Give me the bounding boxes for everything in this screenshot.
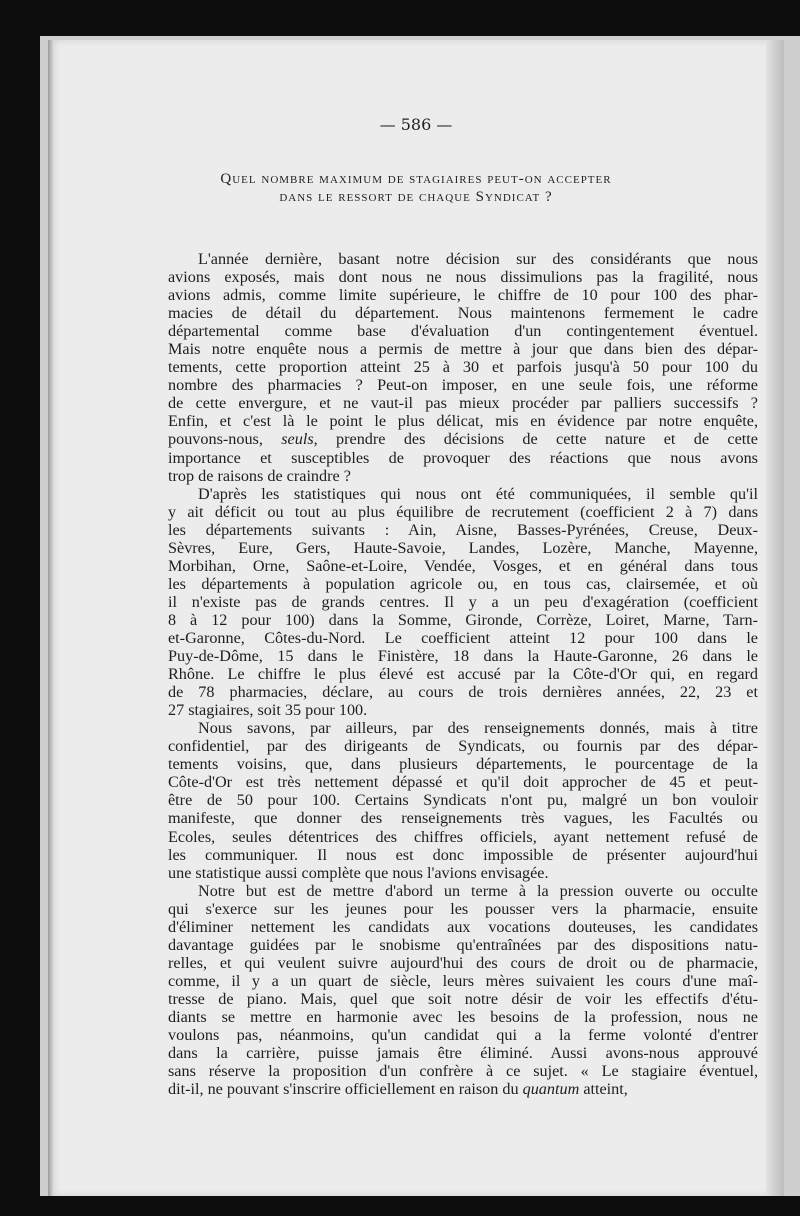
text-line: tresse de piano. Mais, quel que soit notre désir de voir les effectifs d'étu- <box>168 989 758 1008</box>
text-line: de 78 pharmacies, déclare, au cours de trois dernières années, 22, 23 et <box>168 683 758 702</box>
text-line: avions exposés, mais dont nous ne nous dissimulions pas la fragilité, nous <box>168 268 758 287</box>
text-line: comme, il y a un quart de siècle, leurs mères suivaient les cours d'une maî- <box>168 971 758 990</box>
text-line: D'après les statistiques qui nous ont été communiquées, il semble qu'il <box>198 484 758 503</box>
text-line: diants se mettre en harmonie avec les besoins de la profession, nous ne <box>168 1007 758 1026</box>
text-line: voulons pas, néanmoins, qu'un candidat qui a la ferme volonté d'entrer <box>168 1026 758 1045</box>
text-line: avions admis, comme limite supérieure, le chiffre de 10 pour 100 des phar- <box>168 286 758 305</box>
text-line: manifeste, que donner des renseignements très vagues, les Facultés ou <box>168 809 758 828</box>
text-line: Sèvres, Eure, Gers, Haute-Savoie, Landes, Lozère, Manche, Mayenne, <box>168 538 758 557</box>
text-line: L'année dernière, basant notre décision sur des considérants que nous <box>198 250 758 268</box>
text-line: une statistique aussi complète que nous l'avions envisagée. <box>168 863 549 882</box>
text-line: trop de raisons de craindre ? <box>168 466 351 485</box>
text-line: 8 à 12 pour 100) dans la Somme, Gironde, Corrèze, Loiret, Marne, Tarn- <box>168 610 758 629</box>
text-line: macies de détail du département. Nous maintenons fermement le cadre <box>168 304 758 323</box>
paragraph-2 <box>168 485 758 720</box>
page-number: — 586 — <box>379 115 453 134</box>
page-right-edge <box>766 40 784 1196</box>
text-line: d'éliminer nettement les candidats aux vocations douteuses, les candidates <box>168 917 758 936</box>
text-line: Morbihan, Orne, Saône-et-Loire, Vendée, Vosges, et en général dans tous <box>168 556 758 575</box>
text-line: et-Garonne, Côtes-du-Nord. Le coefficient atteint 12 pour 100 dans le <box>168 628 758 647</box>
text-line: les départements suivants : Ain, Aisne, Basses-Pyrénées, Creuse, Deux- <box>168 520 758 539</box>
text-line: 27 stagiaires, soit 35 pour 100. <box>168 701 368 720</box>
section-heading-line-1: Quel nombre maximum de stagiaires peut-on accepter <box>220 171 612 187</box>
text-line: Enfin, et c'est là le point le plus délicat, mis en évidence par notre enquête, <box>168 412 758 431</box>
section-heading-line-2: dans le ressort de chaque Syndicat ? <box>279 189 553 205</box>
text-line: Nous savons, par ailleurs, par des renseignements donnés, mais à titre <box>198 719 758 738</box>
text-line: Ecoles, seules détentrices des chiffres officiels, ayant nettement refusé de <box>168 827 758 846</box>
text-line: Notre but est de mettre d'abord un terme à la pression ouverte ou occulte <box>198 881 758 900</box>
text-line: il n'existe pas de grands centres. Il y a un peu d'exagération (coefficient <box>168 592 758 611</box>
text-line: de cette envergure, et ne vaut-il pas mieux procéder par palliers successifs ? <box>168 394 758 413</box>
text-line: être de 50 pour 100. Certains Syndicats n'ont pu, malgré un bon vouloir <box>168 791 758 810</box>
page-binding-edge <box>48 40 54 1196</box>
text-line: relles, et qui veulent suivre aujourd'hui des cours de droit ou de pharmacie, <box>168 953 758 972</box>
text-line: sans réserve la proposition d'un confrère à ce sujet. « Le stagiaire éventuel, <box>168 1062 758 1081</box>
body-text <box>168 250 758 1098</box>
text-line: confidentiel, par des dirigeants de Syndicats, ou fournis par des dépar- <box>168 737 758 756</box>
paragraph-3 <box>168 719 758 881</box>
text-line: davantage guidées par le snobisme qu'entraînées par des dispositions natu- <box>168 935 758 954</box>
text-line: dans la carrière, puisse jamais être éliminé. Aussi avons-nous approuvé <box>168 1044 758 1063</box>
text-line: pouvons-nous, seuls, prendre des décisions de cette nature et de cette <box>168 430 758 449</box>
paragraph-1 <box>168 250 758 485</box>
text-line: les communiquer. Il nous est donc impossible de présenter aujourd'hui <box>168 845 758 864</box>
paragraph-4 <box>168 882 758 1099</box>
text-line: les départements à population agricole ou, en tous cas, clairsemée, et où <box>168 574 758 593</box>
document-page <box>48 40 784 1196</box>
section-heading <box>108 170 724 206</box>
text-line: départemental comme base d'évaluation d'un contingentement éventuel. <box>168 322 758 341</box>
text-line: importance et susceptibles de provoquer des réactions que nous avons <box>168 448 758 467</box>
text-line: Côte-d'Or est très nettement dépassé et qu'il doit approcher de 45 et peut- <box>168 773 758 792</box>
text-line: dit-il, ne pouvant s'inscrire officiellement en raison du quantum atteint, <box>168 1080 628 1099</box>
text-line: nombre des pharmacies ? Peut-on imposer, en une seule fois, une réforme <box>168 376 758 395</box>
text-line: Mais notre enquête nous a permis de mettre à jour que dans bien des dépar- <box>168 340 758 359</box>
text-line: tements, cette proportion atteint 25 à 30 et parfois jusqu'à 50 pour 100 du <box>168 358 758 377</box>
text-line: qui s'exerce sur les jeunes pour les pousser vers la pharmacie, ensuite <box>168 899 758 918</box>
text-line: Rhône. Le chiffre le plus élevé est accusé par la Côte-d'Or qui, en regard <box>168 665 758 684</box>
text-line: tements voisins, que, dans plusieurs départements, le pourcentage de la <box>168 755 758 774</box>
text-line: y ait déficit ou tout au plus équilibre de recrutement (coefficient 2 à 7) dans <box>168 502 758 521</box>
text-line: Puy-de-Dôme, 15 dans le Finistère, 18 dans la Haute-Garonne, 26 dans le <box>168 647 758 666</box>
